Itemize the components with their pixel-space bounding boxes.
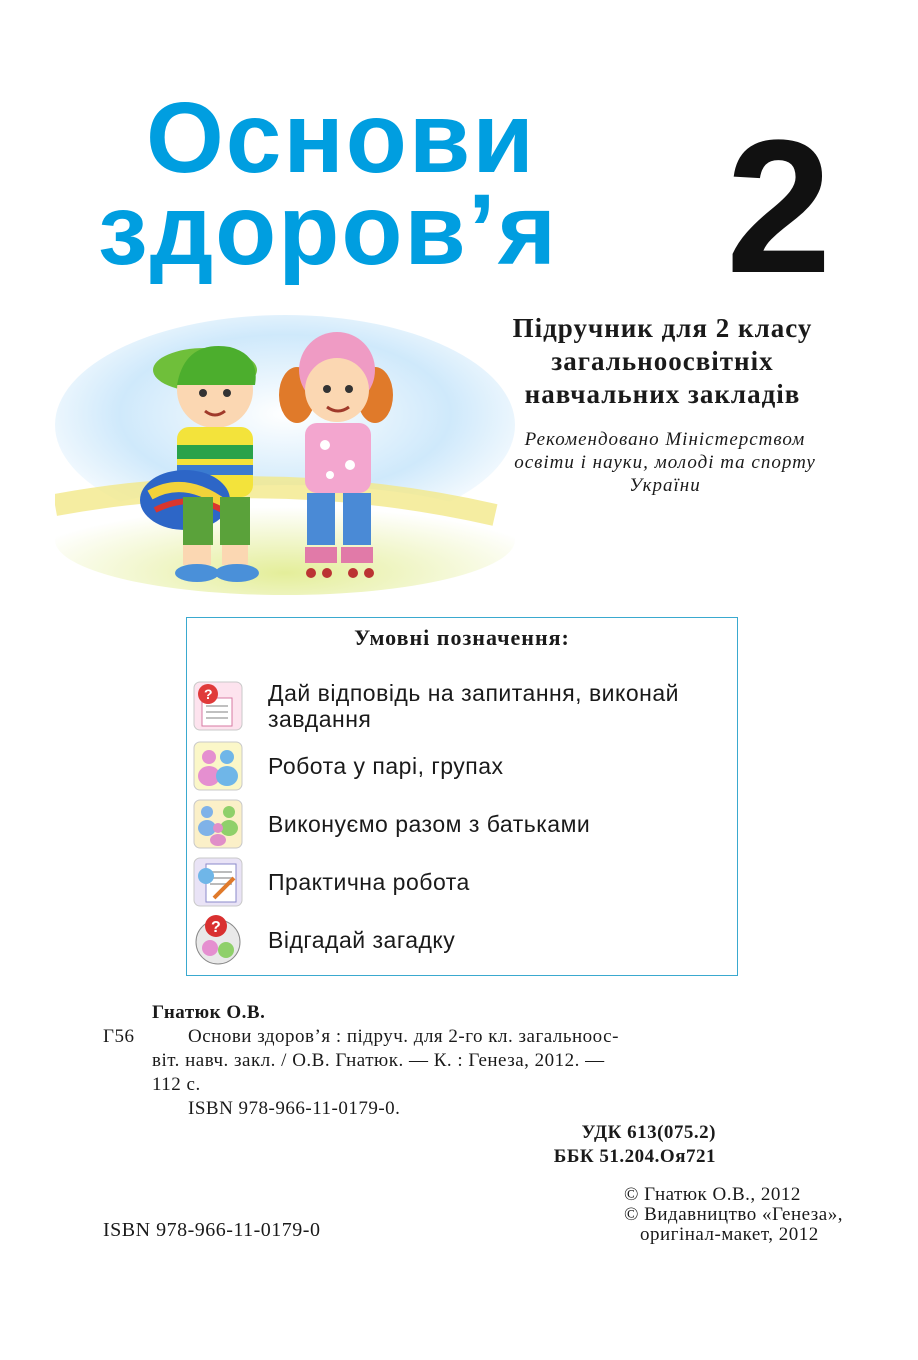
legend-text: Виконуємо разом з батьками	[268, 811, 591, 837]
svg-text:?: ?	[204, 686, 213, 702]
title-line-2: здоров’я	[98, 174, 559, 286]
biblio-line-2: віт. навч. закл. / О.В. Гнатюк. — К. : Генеза, 2012. —	[152, 1050, 605, 1071]
grade-number: 2	[726, 101, 832, 313]
legend-text: Практична робота	[268, 869, 470, 895]
legend-text: Відгадай загадку	[268, 927, 456, 953]
kids-illustration	[55, 315, 515, 595]
family-work-icon	[192, 798, 244, 850]
biblio-code: Г56	[103, 1026, 135, 1047]
legend-item	[192, 798, 590, 850]
approval-line: освіти і науки, молоді та спорту	[514, 452, 816, 473]
bbk-code: ББК 51.204.Оя721	[553, 1146, 716, 1167]
legend-item	[192, 856, 470, 908]
subtitle-line: Підручник для 2 класу	[512, 313, 813, 343]
biblio-isbn: ISBN 978-966-11-0179-0.	[188, 1098, 401, 1119]
copyright-layout: оригінал-макет, 2012	[640, 1224, 819, 1245]
biblio-line-3: 112 с.	[152, 1074, 201, 1095]
legend-item	[192, 740, 504, 792]
approval-line: Рекомендовано Міністерством	[524, 429, 806, 450]
answer-question-icon	[192, 680, 244, 732]
pair-work-icon	[192, 740, 244, 792]
legend-text: Робота у парі, групах	[268, 753, 504, 779]
practical-work-icon	[192, 856, 244, 908]
biblio-author: Гнатюк О.В.	[152, 1002, 266, 1023]
svg-text:?: ?	[211, 919, 221, 936]
title-line-1: Основи	[146, 82, 536, 194]
biblio-line-1: Основи здоров’я : підруч. для 2-го кл. загальноос-	[188, 1026, 619, 1047]
riddle-icon	[192, 914, 244, 966]
legend-title: Умовні позначення:	[354, 625, 570, 650]
subtitle-line: загальноосвітніх	[551, 346, 774, 376]
copyright-publisher: © Видавництво «Генеза»,	[624, 1204, 843, 1225]
legend-item	[192, 914, 455, 966]
copyright-author: © Гнатюк О.В., 2012	[624, 1184, 801, 1205]
legend-box	[186, 617, 738, 976]
legend-item	[192, 680, 740, 732]
udk-code: УДК 613(075.2)	[581, 1122, 716, 1143]
legend-text: Дай відповідь на запитання, виконай завдання	[268, 680, 679, 732]
subtitle-line: навчальних закладів	[524, 379, 801, 409]
approval-line: України	[629, 475, 701, 496]
approval-note	[480, 428, 850, 497]
isbn-bottom: ISBN 978-966-11-0179-0	[103, 1219, 321, 1241]
subtitle	[470, 312, 855, 411]
